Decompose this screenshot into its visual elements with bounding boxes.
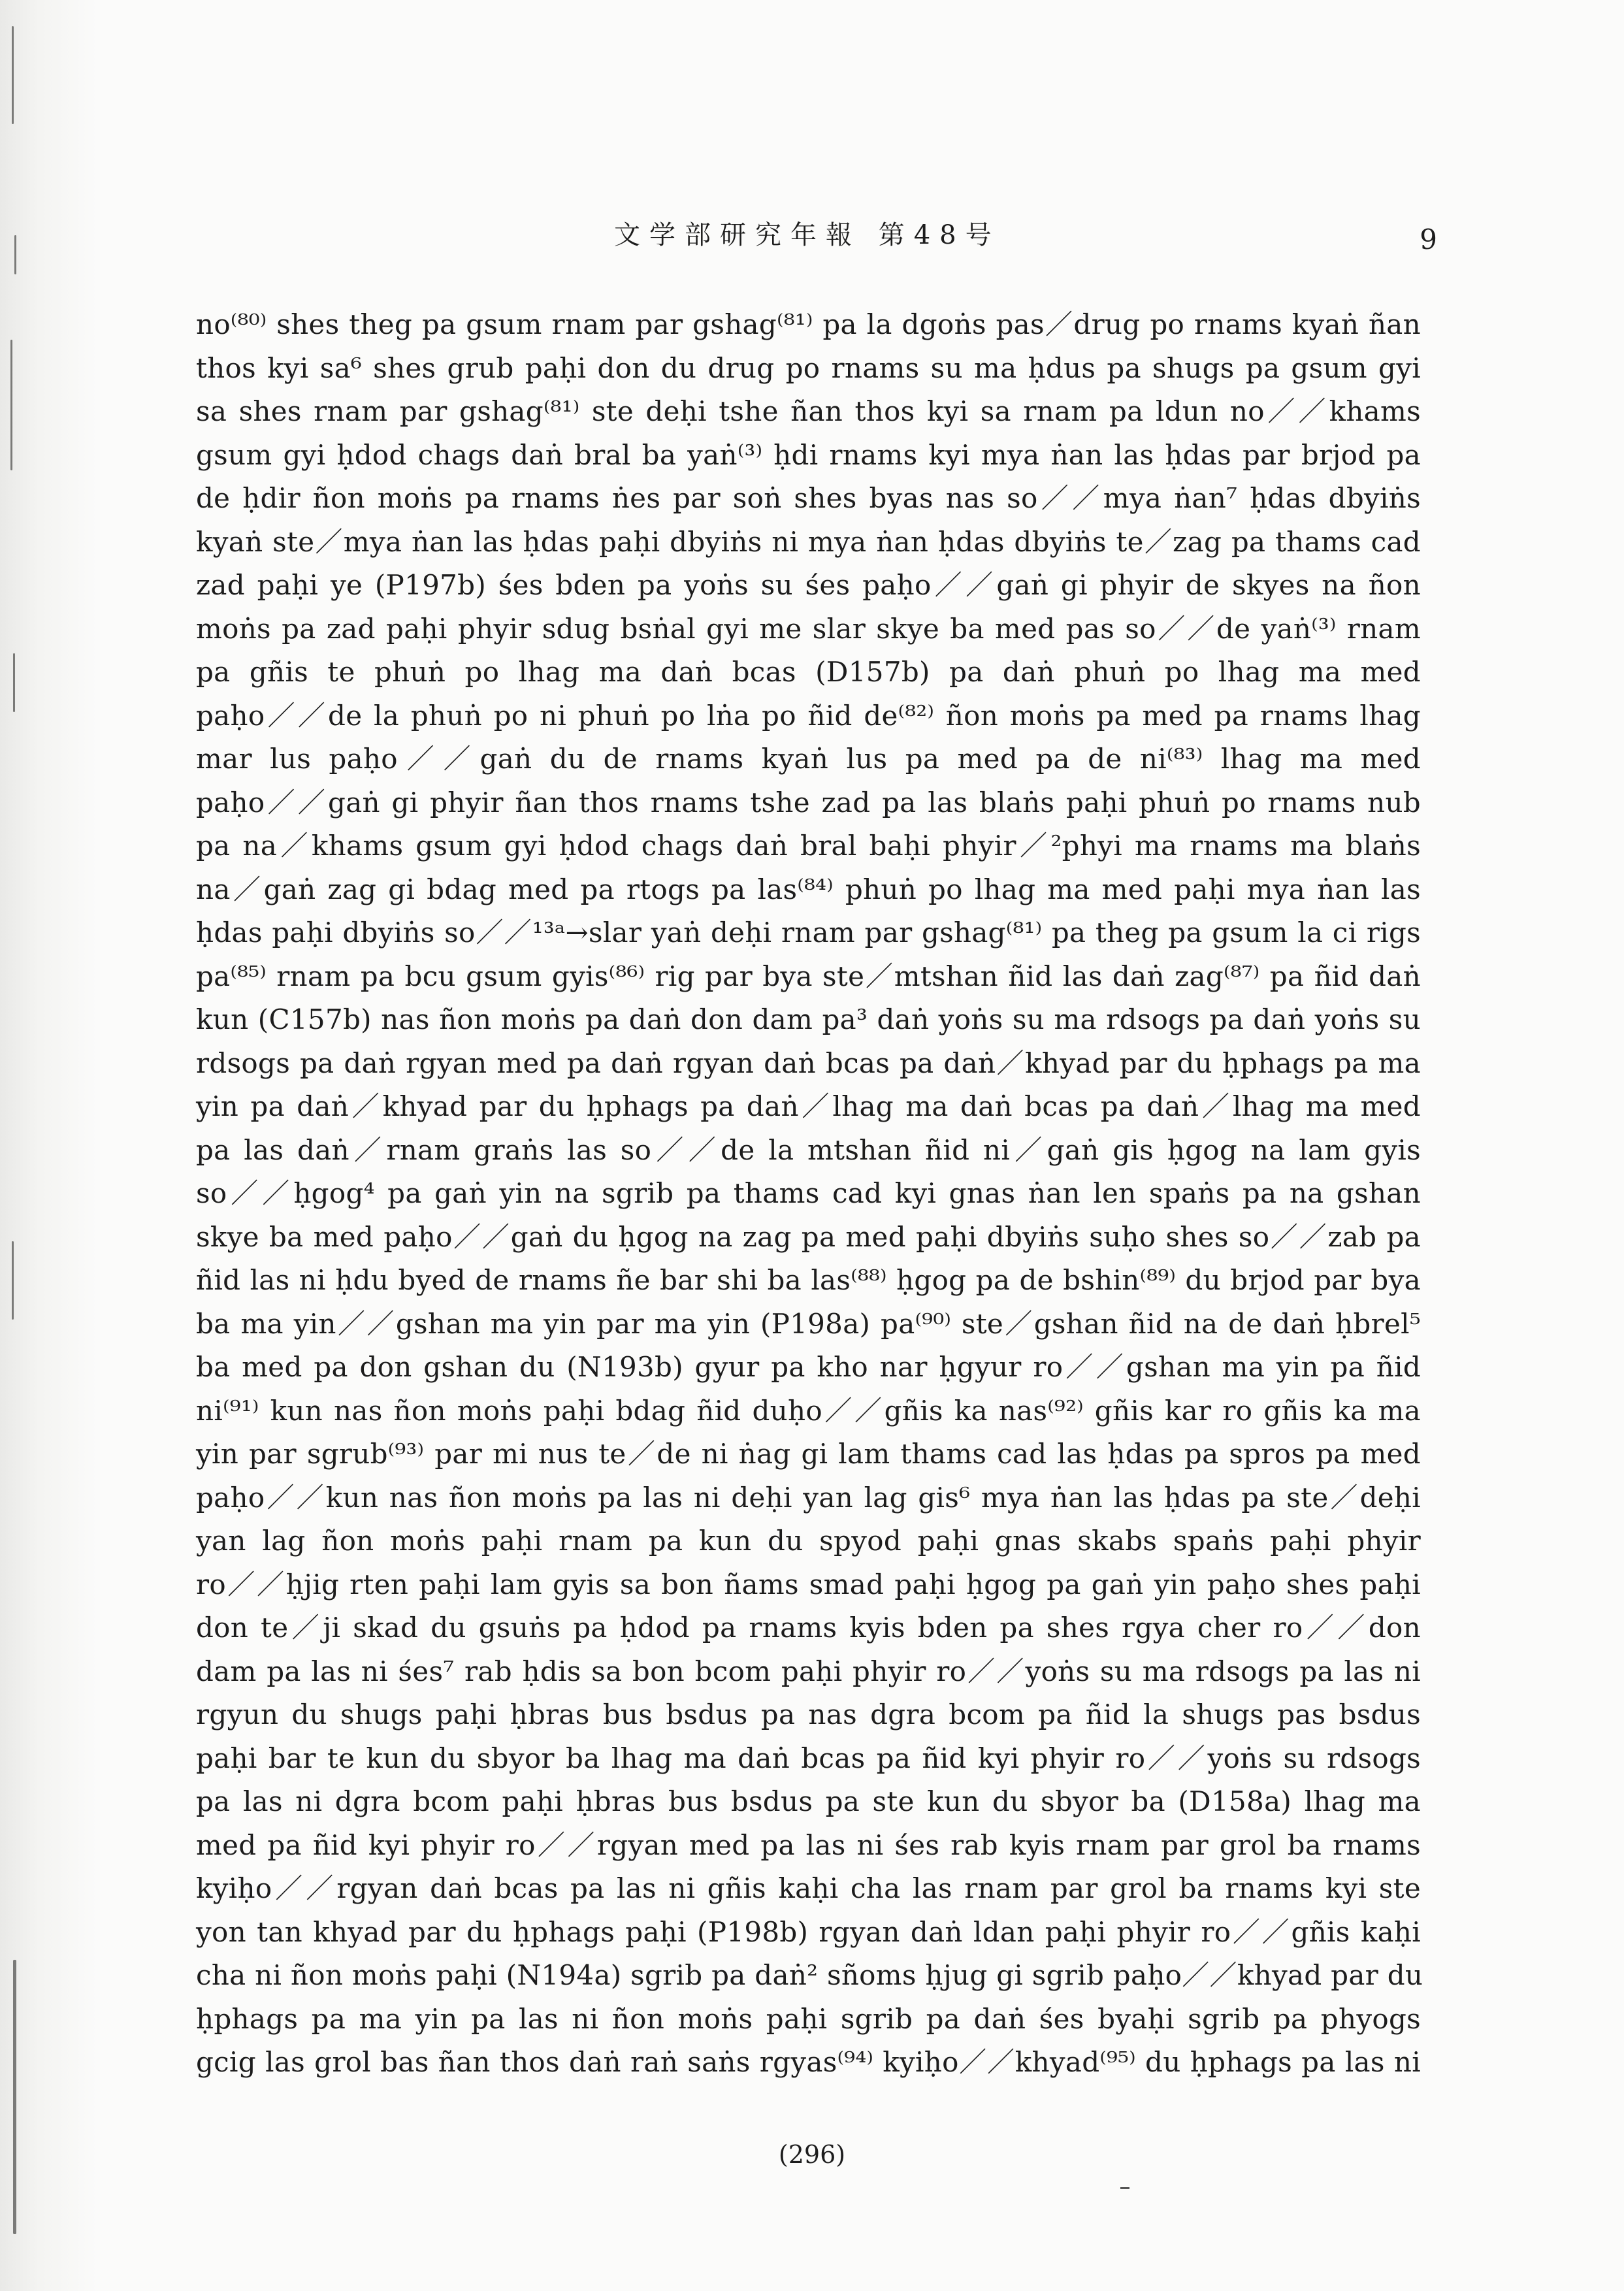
scan-edge-mark [13,653,15,712]
text-line: skye ba med paḥo／／gaṅ du ḥgog na zag pa med paḥi dbyiṅs suḥo shes so／／zab pa [196,1220,1421,1253]
text-line: cha ni ñon moṅs paḥi (N194a) sgrib pa daṅ² sñoms ḥjug gi sgrib paḥo／／khyad par du [196,1959,1423,1991]
text-line: kyiḥo／／rgyan daṅ bcas pa las ni gñis kaḥi cha las rnam par grol ba rnams kyi ste [196,1872,1421,1904]
text-line: no⁽⁸⁰⁾ shes theg pa gsum rnam par gshag⁽⁸¹⁾ pa la dgoṅs pas／drug po rnams kyaṅ ñan [196,308,1421,340]
text-line: ḥdas paḥi dbyiṅs so／／¹³ᵃ→slar yaṅ deḥi rnam par gshag⁽⁸¹⁾ pa theg pa gsum la ci rigs [196,917,1421,949]
text-line: paḥo／／gaṅ gi phyir ñan thos rnams tshe zad pa las blaṅs paḥi phuṅ po rnams nub [196,786,1421,819]
text-line: thos kyi sa⁶ shes grub paḥi don du drug po rnams su ma ḥdus pa shugs pa gsum gyi [196,351,1421,384]
text-line: paḥo／／de la phuṅ po ni phuṅ po lṅa po ñid de⁽⁸²⁾ ñon moṅs pa med pa rnams lhag [196,699,1421,732]
text-line: ba ma yin／／gshan ma yin par ma yin (P198a) pa⁽⁹⁰⁾ ste／gshan ñid na de daṅ ḥbrel⁵ [196,1307,1421,1340]
scan-edge-shadow [0,0,98,2291]
text-line: gsum gyi ḥdod chags daṅ bral ba yaṅ⁽³⁾ ḥdi rnams kyi mya ṅan las ḥdas par brjod pa [196,438,1421,471]
text-line: paḥo／／kun nas ñon moṅs pa las ni deḥi yan lag gis⁶ mya ṅan las ḥdas pa ste／deḥi [196,1481,1421,1514]
text-line: kyaṅ ste／mya ṅan las ḥdas paḥi dbyiṅs ni mya ṅan ḥdas dbyiṅs te／zag pa thams cad [196,525,1421,558]
text-line: kun (C157b) nas ñon moṅs pa daṅ don dam pa³ daṅ yoṅs su ma rdsogs pa daṅ yoṅs su [196,1003,1421,1035]
text-line: zad paḥi ye (P197b) śes bden pa yoṅs su śes paḥo／／gaṅ gi phyir de skyes na ñon [196,569,1421,601]
scan-edge-mark [14,235,16,274]
text-line: paḥi bar te kun du sbyor ba lhag ma daṅ bcas pa ñid kyi phyir ro／／yoṅs su rdsogs [196,1742,1421,1774]
text-line: pa las ni dgra bcom paḥi ḥbras bus bsdus pa ste kun du sbyor ba (D158a) lhag ma [196,1785,1421,1817]
text-line: de ḥdir ñon moṅs pa rnams ṅes par soṅ shes byas nas so／／mya ṅan⁷ ḥdas dbyiṅs [196,482,1421,514]
text-line: don te／ji skad du gsuṅs pa ḥdod pa rnams kyis bden pa shes rgya cher ro／／don [196,1612,1421,1644]
text-line: yan lag ñon moṅs paḥi rnam pa kun du spyod paḥi gnas skabs spaṅs paḥi phyir [196,1525,1421,1557]
text-line: gcig las grol bas ñan thos daṅ raṅ saṅs rgyas⁽⁹⁴⁾ kyiḥo／／khyad⁽⁹⁵⁾ du ḥphags pa las ni [196,2046,1421,2078]
text-line: dam pa las ni śes⁷ rab ḥdis sa bon bcom paḥi phyir ro／／yoṅs su ma rdsogs pa las ni [196,1655,1421,1687]
text-line: pa⁽⁸⁵⁾ rnam pa bcu gsum gyis⁽⁸⁶⁾ rig par bya ste／mtshan ñid las daṅ zag⁽⁸⁷⁾ pa ñid daṅ [196,960,1421,992]
scan-edge-mark [12,26,14,124]
text-line: pa las daṅ／rnam graṅs las so／／de la mtshan ñid ni／gaṅ gis ḥgog na lam gyis [196,1133,1421,1166]
text-line: ḥphags pa ma yin pa las ni ñon moṅs paḥi sgrib pa daṅ śes byaḥi sgrib pa phyogs [196,2002,1421,2035]
journal-title: 文学部研究年報 第48号 [614,220,1001,250]
body-text [196,303,1421,2085]
text-line: ñid las ni ḥdu byed de rnams ñe bar shi ba las⁽⁸⁸⁾ ḥgog pa de bshin⁽⁸⁹⁾ du brjod par bya [196,1264,1421,1296]
page-footer-number: (296) [778,2140,846,2169]
page-header [196,214,1437,260]
text-line: na／gaṅ zag gi bdag med pa rtogs pa las⁽⁸⁴⁾ phuṅ po lhag ma med paḥi mya ṅan las [196,873,1421,905]
text-line: yin par sgrub⁽⁹³⁾ par mi nus te／de ni ṅag gi lam thams cad las ḥdas pa spros pa med [196,1438,1421,1470]
text-line: mar lus paḥo／／gaṅ du de rnams kyaṅ lus pa med pa de ni⁽⁸³⁾ lhag ma med [196,743,1421,775]
text-line: moṅs pa zad paḥi phyir sdug bsṅal gyi me slar skye ba med pas so／／de yaṅ⁽³⁾ rnam [196,612,1421,645]
text-line: ro／／ḥjig rten paḥi lam gyis sa bon ñams smad paḥi ḥgog pa gaṅ yin paḥo shes paḥi [196,1568,1421,1600]
text-line: pa gñis te phuṅ po lhag ma daṅ bcas (D157b) pa daṅ phuṅ po lhag ma med [196,656,1421,688]
text-line: ni⁽⁹¹⁾ kun nas ñon moṅs paḥi bdag ñid duḥo／／gñis ka nas⁽⁹²⁾ gñis kar ro gñis ka ma [196,1394,1421,1427]
text-line: yin pa daṅ／khyad par du ḥphags pa daṅ／lhag ma daṅ bcas pa daṅ／lhag ma med [196,1090,1421,1122]
text-line: yon tan khyad par du ḥphags paḥi (P198b) rgyan daṅ ldan paḥi phyir ro／／gñis kaḥi [196,1915,1421,1948]
text-line: so／／ḥgog⁴ pa gaṅ yin na sgrib pa thams cad kyi gnas ṅan len spaṅs pa na gshan [196,1177,1421,1209]
text-line: rgyun du shugs paḥi ḥbras bus bsdus pa nas dgra bcom pa ñid la shugs pas bsdus [196,1698,1421,1730]
scan-edge-mark [12,1241,14,1320]
page-number: 9 [1420,223,1437,255]
text-line: sa shes rnam par gshag⁽⁸¹⁾ ste deḥi tshe ñan thos kyi sa rnam pa ldun no／／khams [196,395,1421,427]
scan-edge-mark [10,340,12,470]
footer-dash-mark [1120,2187,1129,2189]
scan-edge-mark [13,1960,16,2234]
text-line: rdsogs pa daṅ rgyan med pa daṅ rgyan daṅ bcas pa daṅ／khyad par du ḥphags pa ma [196,1047,1421,1079]
text-line: med pa ñid kyi phyir ro／／rgyan med pa las ni śes rab kyis rnam par grol ba rnams [196,1828,1421,1861]
text-line: pa na／khams gsum gyi ḥdod chags daṅ bral baḥi phyir／²phyi ma rnams ma blaṅs [196,830,1421,862]
text-line: ba med pa don gshan du (N193b) gyur pa kho nar ḥgyur ro／／gshan ma yin pa ñid [196,1351,1421,1383]
